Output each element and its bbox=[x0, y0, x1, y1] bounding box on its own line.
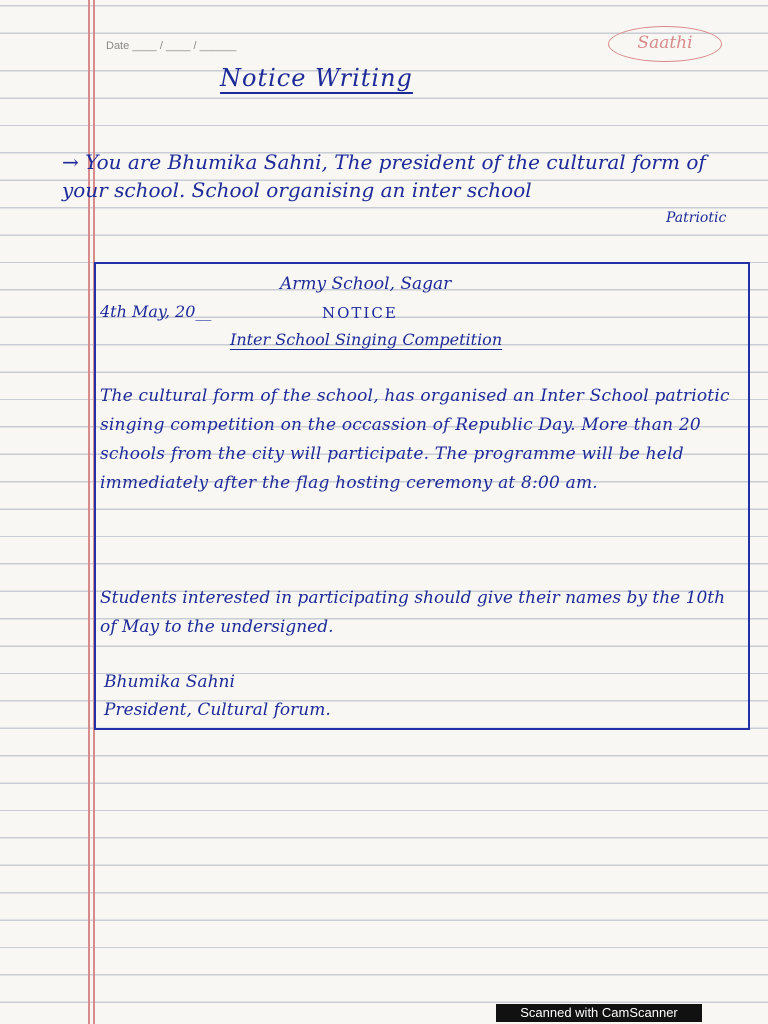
signature-name: Bhumika Sahni bbox=[104, 672, 235, 692]
notice-paragraph-2: Students interested in participating should give their names by the 10th of May to the undersigned. bbox=[100, 588, 726, 637]
notice-body: The cultural form of the school, has organised an Inter School patriotic singing competition on the occassion of Republic Day. More than 20 schools from the city will participate. The programme will be held immediately after the flag hosting ceremony at 8:00 am. bbox=[100, 386, 730, 493]
question-text: → You are Bhumika Sahni, The president of the cultural form of your school. School organising an inter school bbox=[62, 150, 706, 202]
notice-school: Army School, Sagar bbox=[280, 274, 452, 294]
brand-logo: Saathi bbox=[608, 26, 722, 62]
notice-date: 4th May, 20__ bbox=[100, 302, 212, 321]
question-added-word: Patriotic bbox=[666, 210, 727, 226]
scanner-watermark: Scanned with CamScanner bbox=[496, 1004, 702, 1022]
signature-role: President, Cultural forum. bbox=[104, 700, 331, 720]
notice-heading: Inter School Singing Competition bbox=[230, 330, 503, 349]
notice-label: NOTICE bbox=[322, 304, 398, 322]
page-title: Notice Writing bbox=[220, 64, 413, 92]
date-field: Date ____ / ____ / ______ bbox=[106, 40, 237, 52]
